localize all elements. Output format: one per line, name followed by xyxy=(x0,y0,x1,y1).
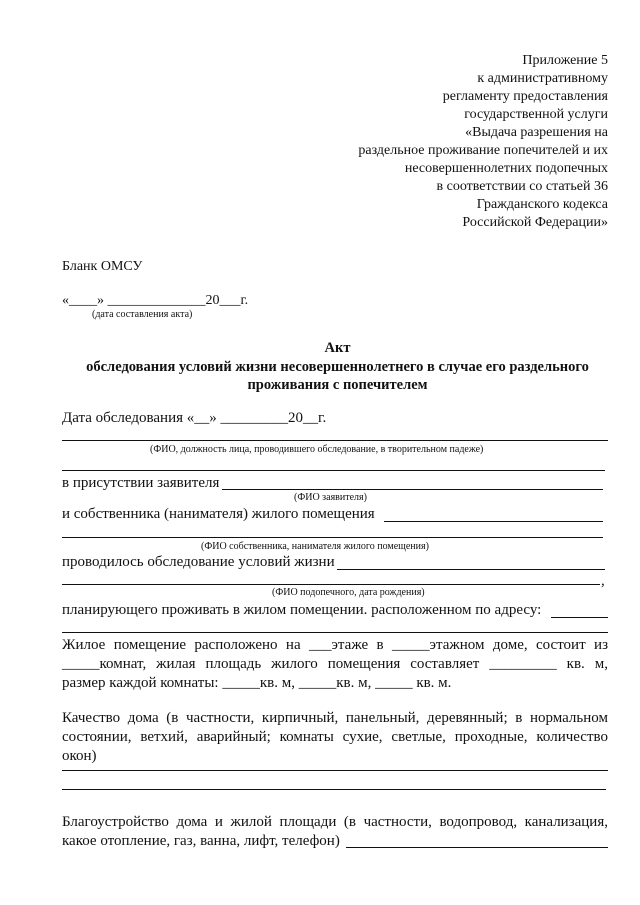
inspector-input-line-2[interactable] xyxy=(62,470,605,471)
header-line: раздельное проживание попечителей и их xyxy=(358,143,608,158)
doc-title-line2: обследования условий жизни несовершеннолетнего в случае его раздельного xyxy=(86,359,589,375)
owner-input-line-2[interactable] xyxy=(62,537,603,538)
header-line: несовершеннолетних подопечных xyxy=(404,161,608,176)
header-line: Гражданского кодекса xyxy=(476,197,608,212)
dwelling-line-2: _____комнат, жилая площадь жилого помещения составляет _________ кв. м, xyxy=(62,656,608,672)
ward-comma: , xyxy=(601,573,605,589)
conditions-label: проводилось обследование условий жизни xyxy=(62,554,335,570)
dwelling-line-3: размер каждой комнаты: _____кв. м, _____кв. м, _____ кв. м. xyxy=(62,675,452,691)
survey-date-field[interactable]: Дата обследования «__» _________20__г. xyxy=(62,410,327,426)
amenity-line-1: Благоустройство дома и жилой площади (в частности, водопровод, канализация, xyxy=(62,814,608,830)
conditions-input-line[interactable] xyxy=(337,569,605,570)
inspector-input-line[interactable] xyxy=(62,440,608,441)
header-line: регламенту предоставления xyxy=(442,89,608,104)
dwelling-line-1: Жилое помещение расположено на ___этаже в _____этажном доме, состоит из xyxy=(62,637,608,653)
quality-line-2: состоянии, ветхий, аварийный; комнаты сухие, светлые, проходные, количество xyxy=(62,729,608,745)
header-line: к административному xyxy=(477,71,608,86)
header-line: Российской Федерации» xyxy=(462,215,608,230)
header-line: Приложение 5 xyxy=(522,53,608,68)
owner-input-line[interactable] xyxy=(384,521,603,522)
inspector-caption: (ФИО, должность лица, проводившего обследование, в творительном падеже) xyxy=(150,444,484,455)
header-line: в соответствии со статьей 36 xyxy=(436,179,608,194)
ward-input-line[interactable] xyxy=(62,584,600,585)
header-line: «Выдача разрешения на xyxy=(465,125,608,140)
quality-line-1: Качество дома (в частности, кирпичный, панельный, деревянный; в нормальном xyxy=(62,710,608,726)
doc-title-line3: проживания с попечителем xyxy=(247,377,428,393)
quality-input-line[interactable] xyxy=(62,770,608,771)
act-date-field[interactable]: «____» ______________20___г. xyxy=(62,293,249,308)
amenity-input-line[interactable] xyxy=(346,847,608,848)
doc-title: Акт xyxy=(324,340,351,356)
address-input-line[interactable] xyxy=(551,617,608,618)
quality-input-line-2[interactable] xyxy=(62,789,606,790)
owner-caption: (ФИО собственника, нанимателя жилого помещения) xyxy=(201,541,429,552)
owner-label: и собственника (нанимателя) жилого помещения xyxy=(62,506,375,522)
act-date-caption: (дата составления акта) xyxy=(92,309,193,320)
address-label: планирующего проживать в жилом помещении. расположенном по адресу: xyxy=(62,602,542,618)
applicant-input-line[interactable] xyxy=(222,489,603,490)
blank-label: Бланк ОМСУ xyxy=(62,259,143,274)
ward-caption: (ФИО подопечного, дата рождения) xyxy=(272,587,425,598)
quality-line-3: окон) xyxy=(62,748,97,764)
amenity-line-2: какое отопление, газ, ванна, лифт, телефон) xyxy=(62,833,340,849)
address-input-line-2[interactable] xyxy=(62,632,608,633)
header-line: государственной услуги xyxy=(464,107,608,122)
applicant-caption: (ФИО заявителя) xyxy=(294,492,367,503)
applicant-label: в присутствии заявителя xyxy=(62,475,220,491)
